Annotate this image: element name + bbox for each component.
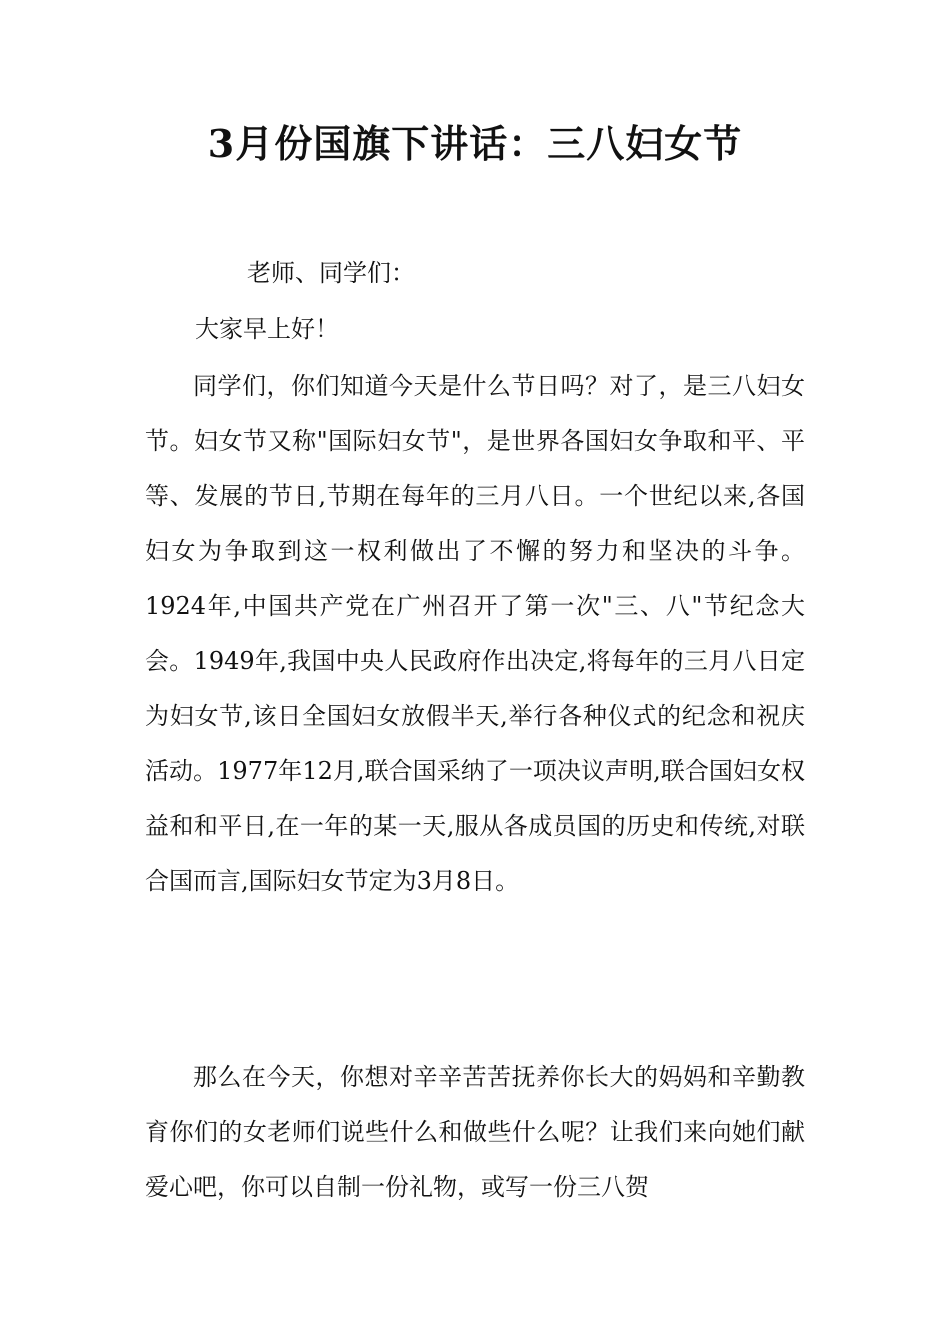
salutation: 老师、同学们： [247,259,415,287]
body-paragraph-appeal: 那么在今天，你想对辛辛苦苦抚养你长大的妈妈和辛勤教育你们的女老师们说些什么和做些什么呢？让我们来向她们献爱心吧，你可以自制一份礼物，或写一份三八贺 [145,1063,805,1201]
page-title: 3月份国旗下讲话：三八妇女节 [207,121,743,166]
body-paragraph-history: 同学们，你们知道今天是什么节日吗？对了，是三八妇女节。妇女节又称"国际妇女节"，是世界各国妇女争取和平、平等、发展的节日,节期在每年的三月八日。一个世纪以来,各国妇女为争取到这一权利做出了不懈的努力和坚决的斗争。1924年,中国共产党在广州召开了第一次"三、八"节纪念大会。1949年,我国中央人民政府作出决定,将每年的三月八日定为妇女节,该日全国妇女放假半天,举行各种仪式的纪念和祝庆活动。1977年12月,联合国采纳了一项决议声明,联合国妇女权益和和平日,在一年的某一天,服从各成员国的历史和传统,对联合国而言,国际妇女节定为3月8日。 [145,372,805,895]
greeting: 大家早上好！ [195,315,339,343]
